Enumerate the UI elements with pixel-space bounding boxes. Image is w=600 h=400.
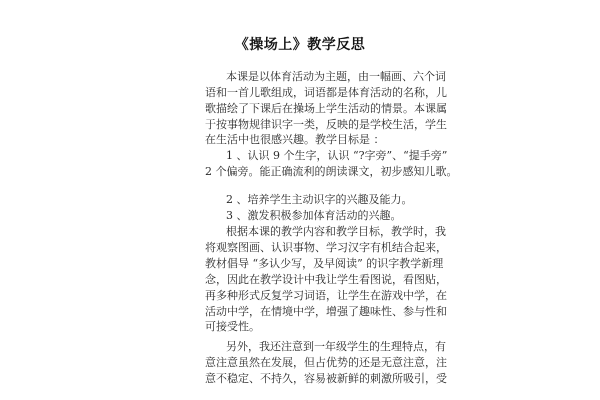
text-line: 将观察图画、认识事物、学习汉字有机结合起来，	[205, 241, 447, 254]
text-line: 2 、培养学生主动识字的兴趣及能力。	[226, 193, 413, 206]
text-line: 根据本课的教学内容和教学目标，教学时，我	[226, 225, 446, 238]
text-line: 3 、激发积极参加体育活动的兴趣。	[226, 209, 402, 222]
text-line: 另外，我还注意到一年级学生的生理特点，有	[226, 340, 446, 353]
document-title: 《操场上》教学反思	[234, 37, 366, 53]
text-line: 念，因此在教学设计中我让学生看图说，看图贴，	[205, 273, 447, 286]
text-line: 可接受性。	[205, 320, 260, 333]
text-line: 2 个偏旁。能正确流利的朗读课文，初步感知儿歌。	[205, 165, 458, 178]
text-line: 意不稳定、不持久，容易被新鲜的刺激所吸引，受	[205, 372, 447, 385]
text-line: 歌描绘了下课后在操场上学生活动的情景。本课属	[205, 102, 447, 115]
text-line: 语和一首儿歌组成，词语都是体育活动的名称，儿	[205, 86, 447, 99]
text-line: 1 、认识 9 个生字，认识 “?字旁”、“提手旁”	[226, 149, 448, 162]
text-line: 意注意虽然在发展，但占优势的还是无意注意，注	[205, 356, 447, 369]
text-line: 再多种形式反复学习词语，让学生在游戏中学，在	[205, 289, 447, 302]
text-line: 在生活中也很感兴趣。教学目标是 ：	[205, 133, 385, 146]
text-line: 本课是以体育活动为主题，由一幅画、六个词	[226, 70, 446, 83]
text-line: 于按事物规律识字一类，反映的是学校生活，学生	[205, 118, 447, 131]
text-line: 活动中学，在情境中学，增强了趣味性、参与性和	[205, 305, 447, 318]
text-line: 教材倡导 “多认少写，及早阅读” 的识字教学新理	[205, 257, 444, 270]
